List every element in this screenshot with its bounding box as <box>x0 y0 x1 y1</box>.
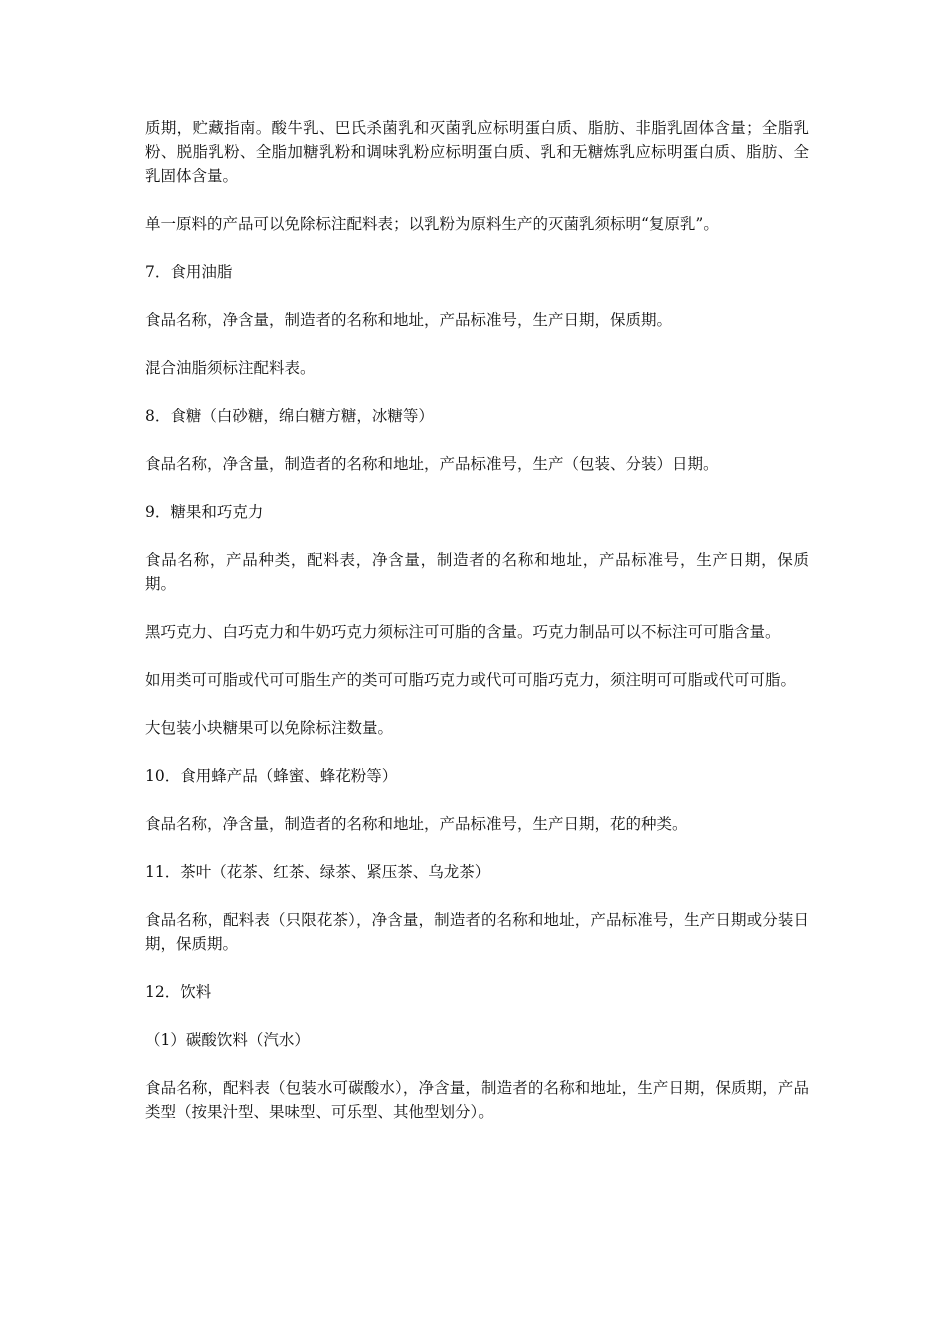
section-heading-bee-products: 10．食用蜂产品（蜂蜜、蜂花粉等） <box>145 767 398 785</box>
paragraph-cocoa-butter-content: 黑巧克力、白巧克力和牛奶巧克力须标注可可脂的含量。巧克力制品可以不标注可可脂含量。 <box>145 623 781 641</box>
paragraph-candy-labeling: 食品名称，产品种类，配料表，净含量，制造者的名称和地址，产品标准号，生产日期，保质期。 <box>145 551 809 593</box>
paragraph-reconstituted-milk: 单一原料的产品可以免除标注配料表；以乳粉为原料生产的灭菌乳须标明“复原乳”。 <box>145 215 719 233</box>
paragraph-edible-oil-labeling: 食品名称，净含量，制造者的名称和地址，产品标准号，生产日期，保质期。 <box>145 311 673 329</box>
paragraph-cocoa-butter-substitute: 如用类可可脂或代可可脂生产的类可可脂巧克力或代可可脂巧克力，须注明可可脂或代可可脂。 <box>145 671 797 689</box>
document-body <box>145 116 809 1148</box>
paragraph-small-candy-exemption: 大包装小块糖果可以免除标注数量。 <box>145 719 394 737</box>
paragraph-blended-oil: 混合油脂须标注配料表。 <box>145 359 316 377</box>
section-heading-sugar: 8．食糖（白砂糖，绵白糖方糖，冰糖等） <box>145 407 434 425</box>
section-heading-beverages: 12．饮料 <box>145 983 212 1001</box>
paragraph-bee-products-labeling: 食品名称，净含量，制造者的名称和地址，产品标准号，生产日期，花的种类。 <box>145 815 688 833</box>
section-heading-edible-oil: 7．食用油脂 <box>145 263 233 281</box>
paragraph-tea-labeling: 食品名称，配料表（只限花茶），净含量，制造者的名称和地址，产品标准号，生产日期或分装日期，保质期。 <box>145 911 809 953</box>
paragraph-dairy-labeling: 质期，贮藏指南。酸牛乳、巴氏杀菌乳和灭菌乳应标明蛋白质、脂肪、非脂乳固体含量；全脂乳粉、脱脂乳粉、全脂加糖乳粉和调味乳粉应标明蛋白质、乳和无糖炼乳应标明蛋白质、脂肪、全乳固体含量。 <box>145 119 809 185</box>
paragraph-carbonated-drinks-labeling: 食品名称，配料表（包装水可碳酸水），净含量，制造者的名称和地址，生产日期，保质期，产品类型（按果汁型、果味型、可乐型、其他型划分）。 <box>145 1079 809 1121</box>
subsection-heading-carbonated-drinks: （1）碳酸饮料（汽水） <box>145 1031 310 1049</box>
paragraph-sugar-labeling: 食品名称，净含量，制造者的名称和地址，产品标准号，生产（包装、分装）日期。 <box>145 455 719 473</box>
section-heading-tea: 11．茶叶（花茶、红茶、绿茶、紧压茶、乌龙茶） <box>145 863 491 881</box>
section-heading-candy-chocolate: 9．糖果和巧克力 <box>145 503 264 521</box>
